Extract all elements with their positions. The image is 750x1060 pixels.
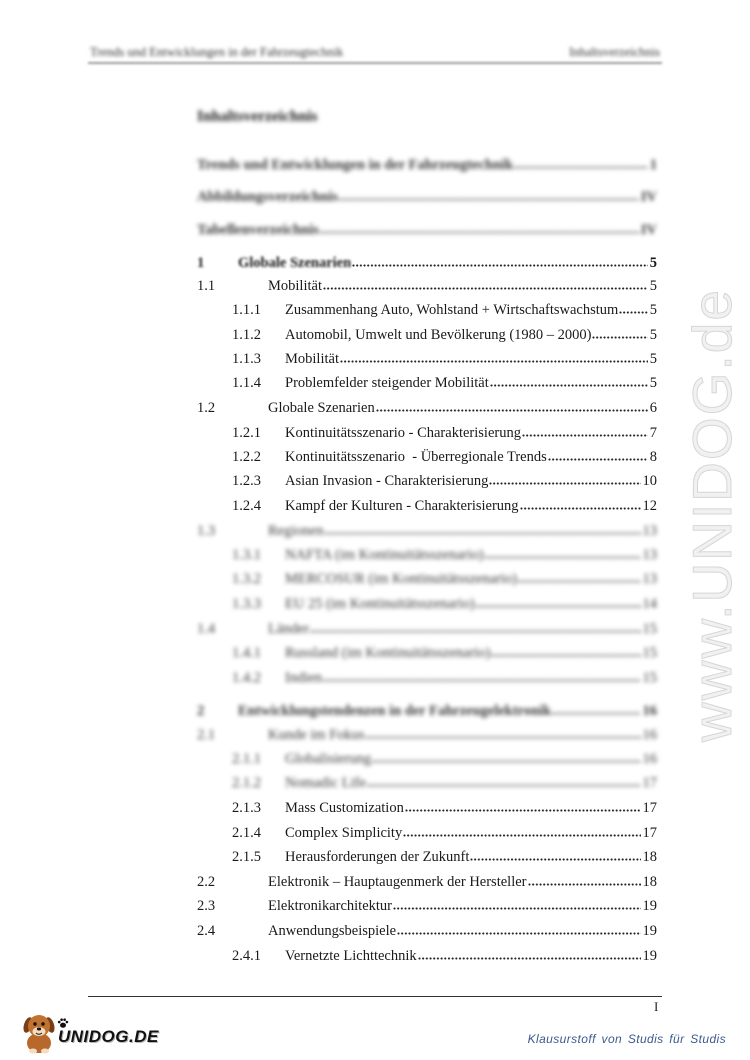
dot-leader bbox=[340, 360, 648, 363]
toc-entry-page: 5 bbox=[649, 375, 657, 391]
toc-entry-number: 1.2.1 bbox=[232, 425, 261, 441]
toc-entry-title: Asian Invasion - Charakterisierung bbox=[285, 473, 489, 489]
toc-entry-number: 2 bbox=[197, 703, 205, 719]
toc-entry-section bbox=[197, 921, 657, 941]
toc-entry-subsection bbox=[197, 847, 657, 867]
toc-entry-subsection bbox=[197, 773, 657, 793]
toc-entry-title: Abbildungsverzeichnis bbox=[197, 189, 338, 205]
toc-entry-subsection bbox=[197, 643, 657, 663]
dot-leader bbox=[393, 907, 640, 910]
toc-entry-title: NAFTA (im Kontinuitätsszenario) bbox=[285, 547, 484, 563]
toc-entry-number: 1.1.2 bbox=[232, 327, 261, 343]
toc-entry-number: 2.1.4 bbox=[232, 825, 261, 841]
dot-leader bbox=[325, 532, 641, 535]
dot-leader bbox=[470, 858, 640, 861]
toc-entry-title: Complex Simplicity bbox=[285, 825, 403, 841]
toc-entry-page: 15 bbox=[642, 645, 657, 661]
toc-entry-subsection bbox=[197, 668, 657, 688]
dot-leader bbox=[320, 231, 639, 234]
toc-entry-number: 1.3.1 bbox=[232, 547, 261, 563]
toc-entry-number: 2.1.5 bbox=[232, 849, 261, 865]
toc-entry-page: 17 bbox=[642, 825, 657, 841]
toc-entry-page: 18 bbox=[642, 849, 657, 865]
toc-entry-title: Automobil, Umwelt und Bevölkerung (1980 – 2000) bbox=[285, 327, 592, 343]
toc-entry-title: Kontinuitätsszenario - Überregionale Trends bbox=[285, 449, 547, 465]
dot-leader bbox=[310, 630, 640, 633]
dot-leader bbox=[476, 605, 641, 608]
toc-entry-number: 1.2.4 bbox=[232, 498, 261, 514]
toc-entry-page: 14 bbox=[642, 596, 657, 612]
toc-entry-subsection bbox=[197, 373, 657, 393]
toc-entry-title: Globale Szenarien bbox=[238, 255, 352, 271]
dot-leader bbox=[619, 311, 647, 314]
site-watermark: www.UNIDOG.de bbox=[681, 288, 743, 742]
toc-entry-number: 1.1 bbox=[197, 278, 216, 294]
toc-entry-page: 13 bbox=[642, 547, 657, 563]
toc-entry-number: 2.2 bbox=[197, 874, 216, 890]
toc-entry-title: Trends und Entwicklungen in der Fahrzeugtechnik bbox=[197, 157, 514, 173]
dot-leader bbox=[491, 654, 640, 657]
toc-entry-title: Zusammenhang Auto, Wohlstand + Wirtschaftswachstum bbox=[285, 302, 619, 318]
toc-entry-chapter bbox=[197, 701, 657, 721]
running-header-section: Inhaltsverzeichnis bbox=[569, 45, 660, 59]
dot-leader bbox=[323, 679, 640, 682]
toc-entry-subsection bbox=[197, 545, 657, 565]
dot-leader bbox=[418, 957, 641, 960]
toc-entry-chapter bbox=[197, 253, 657, 273]
toc-entry-page: 19 bbox=[642, 923, 657, 939]
toc-entry-subsection bbox=[197, 471, 657, 491]
toc-entry-subsection bbox=[197, 798, 657, 818]
toc-entry-subsection bbox=[197, 325, 657, 345]
toc-entry-number: 1.4 bbox=[197, 621, 216, 637]
toc-entry bbox=[197, 220, 657, 240]
toc-heading: Inhaltsverzeichnis bbox=[197, 108, 318, 125]
toc-entry-number: 1 bbox=[197, 255, 205, 271]
toc-entry-page: 7 bbox=[649, 425, 657, 441]
dot-leader bbox=[403, 834, 640, 837]
toc-entry-number: 1.1.3 bbox=[232, 351, 261, 367]
dot-leader bbox=[548, 458, 648, 461]
toc-entry-subsection bbox=[197, 594, 657, 614]
toc-entry-subsection bbox=[197, 447, 657, 467]
toc-entry-number: 2.1.1 bbox=[232, 751, 261, 767]
toc-entry-page: 19 bbox=[642, 948, 657, 964]
dot-leader bbox=[489, 482, 640, 485]
dot-leader bbox=[372, 760, 640, 763]
toc-entry-title: Tabellenverzeichnis bbox=[197, 222, 319, 238]
toc-entry-section bbox=[197, 725, 657, 745]
toc-entry-title: Mobilität bbox=[285, 351, 339, 367]
toc-entry-number: 2.4.1 bbox=[232, 948, 261, 964]
dot-leader bbox=[520, 507, 641, 510]
toc-entry-number: 2.4 bbox=[197, 923, 216, 939]
dot-leader bbox=[367, 784, 641, 787]
toc-entry-title: Länder bbox=[268, 621, 310, 637]
dot-leader bbox=[352, 264, 648, 267]
toc-entry-number: 2.1 bbox=[197, 727, 216, 743]
footer-slogan: Klausurstoff von Studis für Studis bbox=[527, 1032, 726, 1046]
toc-entry-section bbox=[197, 619, 657, 639]
dot-leader bbox=[592, 336, 647, 339]
toc-entry-page: 8 bbox=[649, 449, 657, 465]
toc-entry-number: 1.1.4 bbox=[232, 375, 261, 391]
running-header-title: Trends und Entwicklungen in der Fahrzeugtechnik bbox=[90, 45, 344, 59]
toc-entry-number: 1.2 bbox=[197, 400, 216, 416]
dot-leader bbox=[490, 384, 648, 387]
toc-entry-section bbox=[197, 521, 657, 541]
toc-entry-subsection bbox=[197, 569, 657, 589]
toc-entry-title: Anwendungsbeispiele bbox=[268, 923, 397, 939]
toc-entry-page: 10 bbox=[642, 473, 657, 489]
dot-leader bbox=[528, 883, 641, 886]
toc-entry-page: 13 bbox=[642, 523, 657, 539]
toc-entry-title: Problemfelder steigender Mobilität bbox=[285, 375, 489, 391]
dot-leader bbox=[514, 166, 648, 169]
toc-entry-number: 2.1.3 bbox=[232, 800, 261, 816]
toc-entry-title: Regionen bbox=[268, 523, 324, 539]
toc-entry-subsection bbox=[197, 823, 657, 843]
dot-leader bbox=[376, 409, 648, 412]
toc-entry-page: 16 bbox=[642, 727, 657, 743]
toc-entry-number: 1.3 bbox=[197, 523, 216, 539]
toc-entry-page: 15 bbox=[642, 670, 657, 686]
toc-entry-subsection bbox=[197, 496, 657, 516]
toc-entry-page: 17 bbox=[642, 775, 657, 791]
toc-entry-section bbox=[197, 398, 657, 418]
toc-entry-title: Globalisierung bbox=[285, 751, 372, 767]
toc-entry-page: 5 bbox=[649, 278, 657, 294]
dot-leader bbox=[397, 932, 640, 935]
toc-entry-title: MERCOSUR (im Kontinuitätsszenario) bbox=[285, 571, 517, 587]
toc-entry-number: 1.3.2 bbox=[232, 571, 261, 587]
dot-leader bbox=[552, 712, 640, 715]
toc-entry-number: 1.1.1 bbox=[232, 302, 261, 318]
toc-entry-title: Herausforderungen der Zukunft bbox=[285, 849, 470, 865]
toc-entry-title: Nomadic Life bbox=[285, 775, 366, 791]
toc-entry-subsection bbox=[197, 423, 657, 443]
toc-entry-page: IV bbox=[640, 222, 657, 238]
toc-entry-title: Elektronik – Hauptaugenmerk der Hersteller bbox=[268, 874, 527, 890]
toc-entry-page: IV bbox=[640, 189, 657, 205]
unidog-logo-text: UNIDOG.DE bbox=[58, 1027, 159, 1046]
toc-entry-page: 16 bbox=[642, 751, 657, 767]
toc-entry-number: 2.3 bbox=[197, 898, 216, 914]
toc-entry-title: Globale Szenarien bbox=[268, 400, 375, 416]
toc-entry-number: 1.2.2 bbox=[232, 449, 261, 465]
toc-entry-page: 5 bbox=[649, 327, 657, 343]
toc-entry-title: Kontinuitätsszenario - Charakterisierung bbox=[285, 425, 521, 441]
toc-entry-title: Russland (im Kontinuitätsszenario) bbox=[285, 645, 491, 661]
toc-entry-page: 12 bbox=[642, 498, 657, 514]
toc-entry bbox=[197, 187, 657, 207]
toc-entry-page: 17 bbox=[642, 800, 657, 816]
dot-leader bbox=[522, 434, 648, 437]
toc-entry-title: Indien bbox=[285, 670, 323, 686]
toc-entry-number: 1.4.1 bbox=[232, 645, 261, 661]
toc-entry-title: Elektronikarchitektur bbox=[268, 898, 393, 914]
toc-entry-page: 5 bbox=[649, 302, 657, 318]
toc-entry-number: 1.2.3 bbox=[232, 473, 261, 489]
toc-entry-page: 15 bbox=[642, 621, 657, 637]
toc-entry-title: Mobilität bbox=[268, 278, 322, 294]
toc-entry-subsection bbox=[197, 749, 657, 769]
toc-entry-page: 19 bbox=[642, 898, 657, 914]
toc-entry-page: 13 bbox=[642, 571, 657, 587]
toc-entry-page: 16 bbox=[642, 703, 657, 719]
toc-entry-page: 5 bbox=[649, 351, 657, 367]
toc-entry-subsection bbox=[197, 300, 657, 320]
toc-entry-page: 18 bbox=[642, 874, 657, 890]
toc-entry-section bbox=[197, 896, 657, 916]
footer-rule bbox=[88, 996, 662, 997]
toc-entry-section bbox=[197, 276, 657, 296]
dot-leader bbox=[323, 287, 648, 290]
dot-leader bbox=[405, 809, 641, 812]
toc-entry-title: Vernetzte Lichttechnik bbox=[285, 948, 417, 964]
dot-leader bbox=[485, 556, 641, 559]
toc-entry-page: 1 bbox=[649, 157, 657, 173]
page-number: I bbox=[654, 999, 659, 1014]
dot-leader bbox=[366, 736, 641, 739]
dot-leader bbox=[339, 198, 639, 201]
toc-entry-subsection bbox=[197, 946, 657, 966]
toc-entry-number: 1.4.2 bbox=[232, 670, 261, 686]
toc-entry bbox=[197, 155, 657, 175]
toc-entry-subsection bbox=[197, 349, 657, 369]
toc-entry-title: Entwicklungstendenzen in der Fahrzeugelektronik bbox=[238, 703, 552, 719]
toc-entry-title: EU 25 (im Kontinuitätsszenario) bbox=[285, 596, 475, 612]
toc-entry-number: 2.1.2 bbox=[232, 775, 261, 791]
toc-entry-number: 1.3.3 bbox=[232, 596, 261, 612]
toc-entry-section bbox=[197, 872, 657, 892]
toc-entry-title: Kunde im Fokus bbox=[268, 727, 365, 743]
dot-leader bbox=[518, 580, 641, 583]
toc-entry-page: 5 bbox=[649, 255, 657, 271]
toc-entry-title: Mass Customization bbox=[285, 800, 404, 816]
toc-entry-title: Kampf der Kulturen - Charakterisierung bbox=[285, 498, 519, 514]
dog-mascot-icon bbox=[20, 1010, 58, 1054]
toc-entry-page: 6 bbox=[649, 400, 657, 416]
header-rule bbox=[88, 62, 662, 64]
